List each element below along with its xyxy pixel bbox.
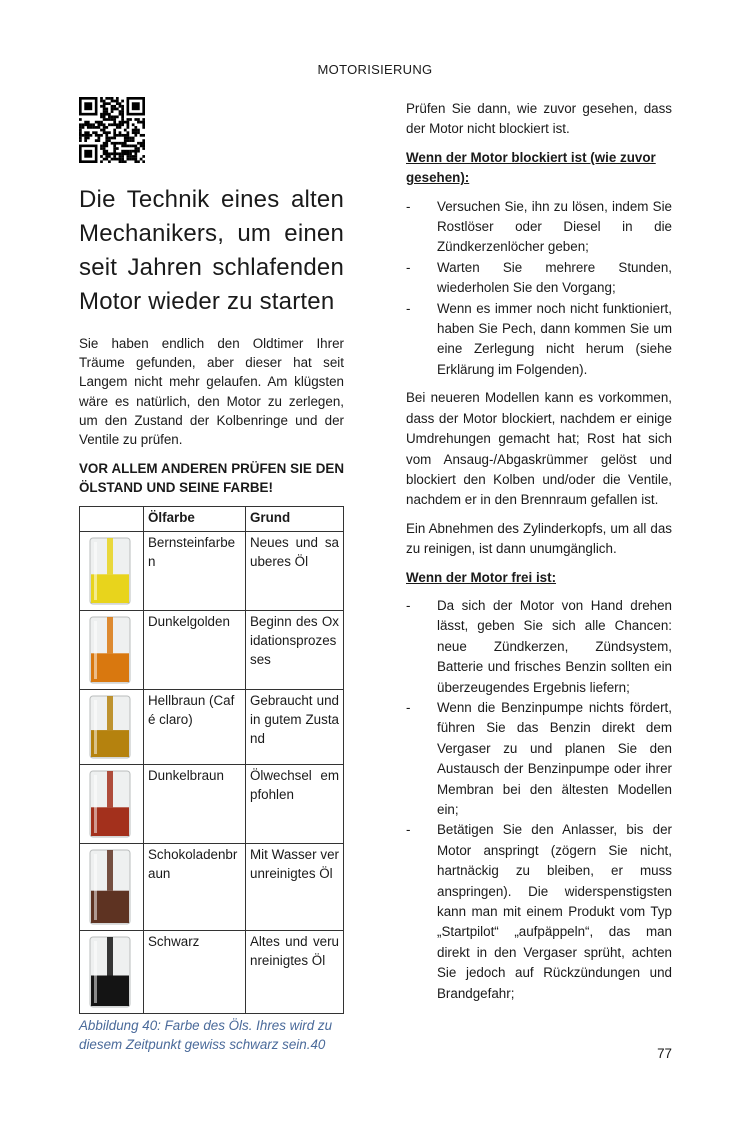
reason-header: Grund — [246, 506, 344, 531]
oil-color-cell: Bernsteinfarben — [144, 531, 246, 610]
paragraph-check-blocked: Prüfen Sie dann, wie zuvor gesehen, dass der Motor nicht blockiert ist. — [406, 101, 672, 137]
intro-paragraph: Sie haben endlich den Oldtimer Ihrer Träume gefunden, aber dieser hat seit Langem nicht mehr gelaufen. Am klügsten wäre es natürlich, den Motor zu zerlegen, um den Zustand der Kolbenringe und der Ventile zu prüfen. — [79, 336, 344, 448]
oil-stream — [107, 937, 113, 976]
oil-color-cell: Dunkelgolden — [144, 610, 246, 689]
table-row — [80, 531, 344, 610]
oil-stream — [107, 850, 113, 891]
oil-jar-icon — [80, 611, 135, 689]
list-item: - Wenn es immer noch nicht funktioniert, haben Sie Pech, dann kommen Sie um eine Zerlegung nicht herum (siehe Erklärung im Folgenden). — [406, 299, 672, 381]
oil-sample-image-cell — [80, 930, 144, 1013]
oil-color-cell: Schwarz — [144, 930, 246, 1013]
heading-motor-blocked: Wenn der Motor blockiert ist (wie zuvor gesehen): — [406, 149, 656, 186]
figure-caption: Abbildung 40: Farbe des Öls. Ihres wird zu diesem Zeitpunkt gewiss schwarz sein.40 — [79, 1017, 333, 1052]
oil-color-header: Ölfarbe — [144, 506, 246, 531]
paragraph-cylinder-head: Ein Abnehmen des Zylinderkopfs, um all das zu reinigen, ist dann unumgänglich. — [406, 520, 672, 557]
table-row — [80, 610, 344, 689]
oil-sample-image-cell — [80, 689, 144, 764]
jar-highlight — [94, 854, 97, 920]
list-item: - Wenn die Benzinpumpe nichts fördert, führen Sie das Benzin direkt dem Vergaser zu und planen Sie den Austausch der Benzinpumpe oder ihrer Membran bei den ältesten Modellen ein; — [406, 698, 672, 820]
left-column — [79, 183, 344, 1054]
jar-highlight — [94, 542, 97, 600]
qr-code-icon — [79, 97, 145, 163]
reason-cell: Mit Wasser verunreinigtes Öl — [246, 843, 344, 930]
warning-heading: VOR ALLEM ANDEREN PRÜFEN SIE DEN ÖLSTAND UND SEINE FARBE! — [79, 461, 344, 496]
list-motor-free — [406, 596, 672, 1004]
list-item: - Warten Sie mehrere Stunden, wiederholen Sie den Vorgang; — [406, 258, 672, 299]
heading-motor-free: Wenn der Motor frei ist: — [406, 569, 557, 585]
jar-highlight — [94, 775, 97, 833]
jar-highlight — [94, 941, 97, 1003]
table-row — [80, 689, 344, 764]
list-motor-blocked — [406, 197, 672, 381]
oil-stream — [107, 696, 113, 730]
oil-sample-image-cell — [80, 531, 144, 610]
table-header-row — [80, 506, 344, 531]
oil-jar-icon — [80, 844, 135, 930]
oil-stream — [107, 771, 113, 807]
reason-cell: Gebraucht und in gutem Zustand — [246, 689, 344, 764]
oil-sample-image-cell — [80, 843, 144, 930]
reason-cell: Ölwechsel empfohlen — [246, 764, 344, 843]
running-header: MOTORISIERUNG — [317, 62, 433, 77]
reason-cell: Neues und sauberes Öl — [246, 531, 344, 610]
qr-code[interactable] — [79, 97, 145, 163]
paragraph-newer-models: Bei neueren Modellen kann es vorkommen, dass der Motor blockiert, nachdem er einige Umdrehungen gemacht hat; Rost hat sich vom Ansaug-/Abgaskrümmer gelöst und blockiert den Kolben und/oder die Ventile, nachdem er in den Brennraum gefallen ist. — [406, 390, 672, 508]
reason-cell: Beginn des Oxidationsprozesses — [246, 610, 344, 689]
article-title: Die Technik eines alten Mechanikers, um einen seit Jahren schlafenden Motor wieder zu starten — [79, 186, 344, 315]
jar-highlight — [94, 621, 97, 679]
oil-jar-icon — [80, 532, 135, 610]
oil-jar-icon — [80, 765, 135, 843]
table-row — [80, 930, 344, 1013]
list-item: - Da sich der Motor von Hand drehen lässt, geben Sie sich alle Chancen: neue Zündkerzen, Zündsystem, Batterie und frisches Benzin sollten ein überzeugendes Ergebnis liefern; — [406, 596, 672, 698]
oil-stream — [107, 538, 113, 574]
jar-highlight — [94, 700, 97, 754]
right-column — [406, 99, 672, 1012]
oil-sample-image-cell — [80, 764, 144, 843]
oil-jar-icon — [80, 690, 135, 764]
oil-stream — [107, 617, 113, 653]
reason-cell: Altes und verunreinigtes Öl — [246, 930, 344, 1013]
table-row — [80, 843, 344, 930]
oil-jar-icon — [80, 931, 135, 1013]
oil-color-cell: Dunkelbraun — [144, 764, 246, 843]
page-number: 77 — [657, 1046, 672, 1061]
oil-color-cell: Hellbraun (Café claro) — [144, 689, 246, 764]
table-row — [80, 764, 344, 843]
oil-sample-image-cell — [80, 610, 144, 689]
oil-color-cell: Schokoladenbraun — [144, 843, 246, 930]
oil-color-table — [79, 506, 344, 1014]
image-column-header — [80, 506, 144, 531]
list-item: - Betätigen Sie den Anlasser, bis der Motor anspringt (zögern Sie nicht, hartnäckig zu bleiben, er muss anspringen). Die widerspenstigsten kann man mit einem Produkt vom Typ „Startpilot“ „aufpäppeln“, das man direkt in den Vergaser sprüht, achten Sie jedoch auf Rückzündungen und Brandgefahr; — [406, 820, 672, 1004]
list-item: - Versuchen Sie, ihn zu lösen, indem Sie Rostlöser oder Diesel in die Zündkerzenlöcher geben; — [406, 197, 672, 258]
